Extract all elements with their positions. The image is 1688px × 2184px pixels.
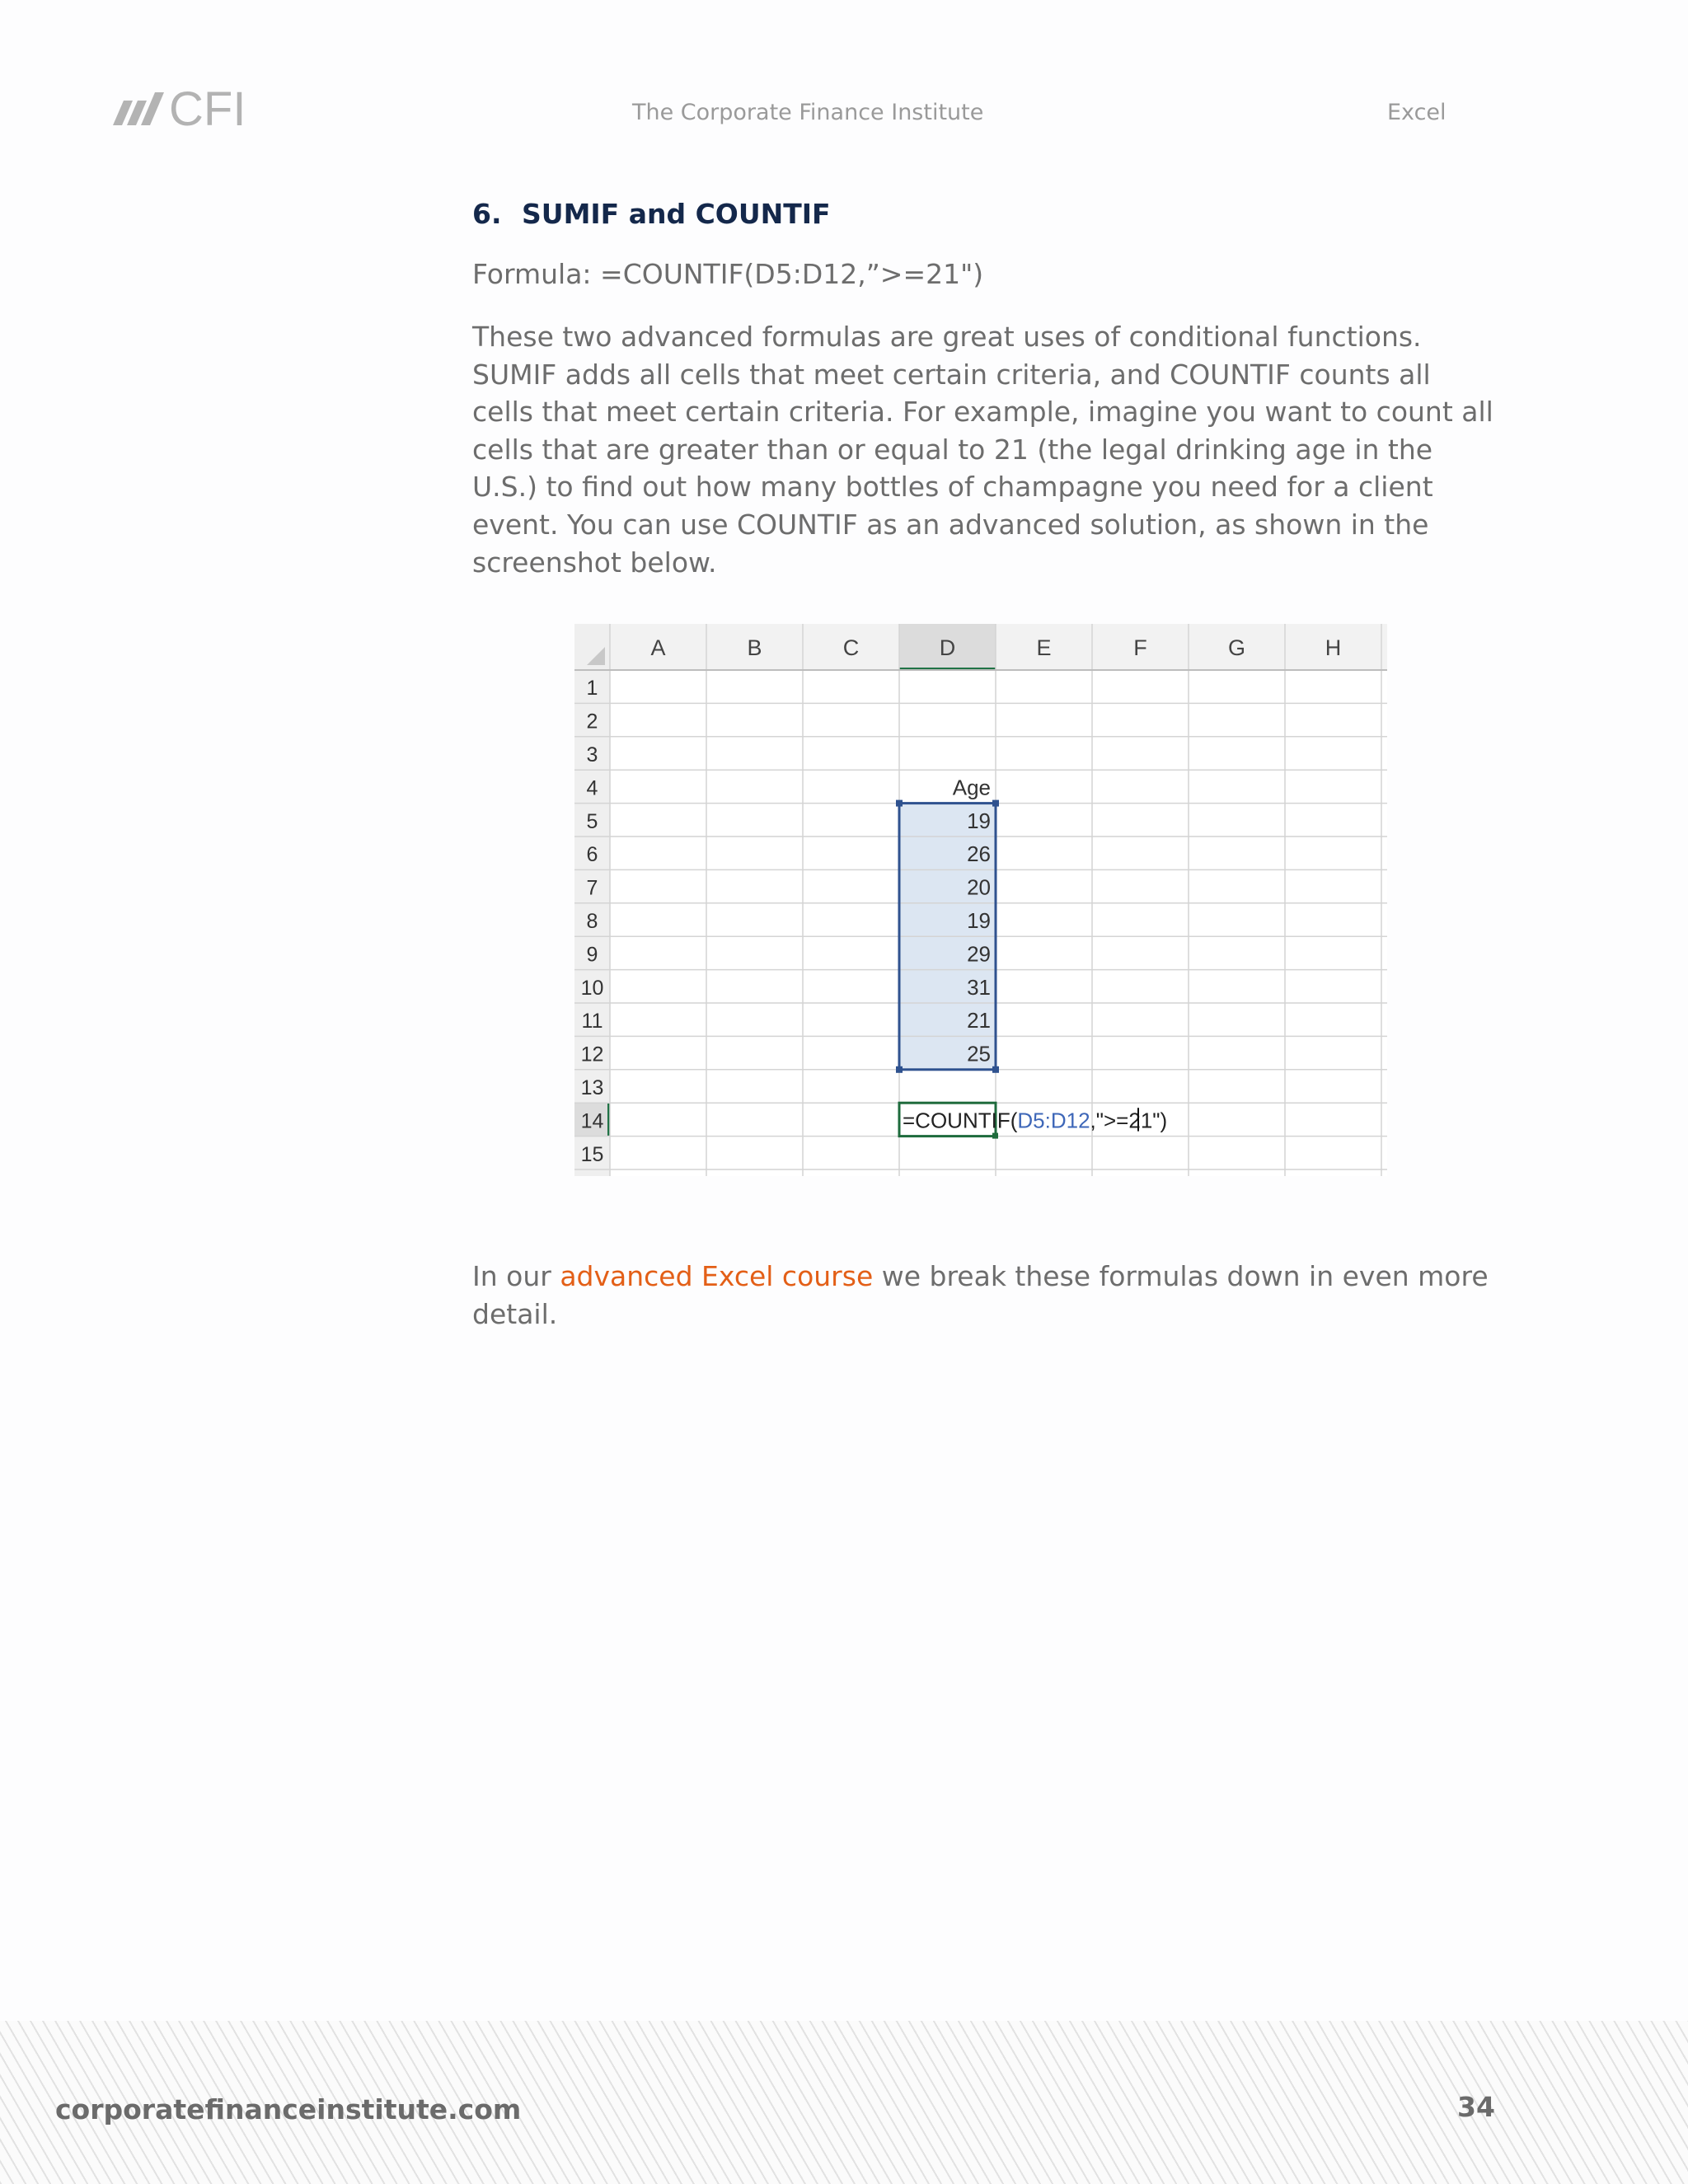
row-header: 11: [581, 1010, 603, 1033]
age-cell: 20: [967, 874, 991, 900]
range-handle: [992, 1066, 999, 1073]
age-cell: 26: [967, 841, 991, 867]
age-cell: 19: [967, 808, 991, 833]
column-header: D: [939, 635, 956, 660]
age-cell: 25: [967, 1041, 991, 1066]
row-header: 15: [580, 1142, 604, 1166]
logo-wordmark: CFI: [169, 82, 246, 134]
row-header: 2: [586, 710, 598, 733]
page-number: 34: [1457, 2091, 1495, 2123]
course-paragraph: [472, 1258, 1494, 1333]
row-header: 8: [586, 910, 598, 933]
main-content: [472, 198, 1494, 581]
section-number: 6.: [472, 198, 502, 230]
column-header: E: [1036, 635, 1052, 660]
row-header: 7: [586, 876, 598, 900]
row-header: 12: [580, 1043, 604, 1066]
age-cell: 29: [967, 941, 991, 967]
range-handle: [896, 1066, 903, 1073]
spreadsheet-grid: [574, 624, 1387, 1176]
section-title: SUMIF and COUNTIF: [522, 198, 831, 230]
footer-website[interactable]: corporatefinanceinstitute.com: [55, 2093, 522, 2125]
section-paragraph: These two advanced formulas are great uses of conditional functions. SUMIF adds all cells that meet certain criteria, and COUNTIF counts all cells that meet certain criteria. For example, imagine you want to count all cells that are greater than or equal to 21 (the legal drinking age in the U.S.) to find out how many bottles of champagne you need for a client event. You can use COUNTIF as an advanced solution, as shown in the screenshot below.: [472, 321, 1493, 579]
row-header: 10: [580, 976, 604, 1000]
column-header: H: [1325, 635, 1342, 660]
column-header: C: [842, 635, 860, 660]
column-header: B: [747, 635, 762, 660]
row-header: 6: [586, 843, 598, 867]
formula-cell-text: [903, 1108, 1167, 1132]
row-header: 13: [580, 1076, 604, 1099]
header-org-name: The Corporate Finance Institute: [632, 100, 984, 125]
age-cell: 31: [967, 974, 991, 1000]
course-text-start: In our: [472, 1260, 560, 1292]
course-text-end: we break these formulas down in even more detail.: [472, 1260, 1489, 1330]
age-cell: 19: [967, 908, 991, 933]
section-heading: [472, 198, 1494, 230]
column-header: A: [650, 635, 666, 660]
range-handle: [992, 800, 999, 807]
row-header: 5: [586, 809, 598, 833]
column-header: F: [1133, 635, 1147, 660]
formula-criteria: ,">=21"): [1090, 1108, 1168, 1133]
formula-line: Formula: =COUNTIF(D5:D12,”>=21"): [472, 258, 984, 290]
age-cell: 21: [967, 1008, 991, 1033]
spreadsheet-screenshot: [574, 624, 1387, 1176]
page-footer: [0, 2021, 1688, 2184]
age-header-cell: Age: [952, 775, 991, 800]
fill-handle: [992, 1133, 998, 1139]
column-header: G: [1227, 635, 1246, 660]
formula-function: =COUNTIF(: [903, 1108, 1018, 1133]
range-handle: [896, 800, 903, 807]
row-header: 1: [586, 677, 598, 701]
row-header: 9: [586, 943, 598, 967]
cfi-logo: [111, 82, 260, 134]
header-section-name: Excel: [1387, 100, 1447, 125]
row-header: 4: [586, 776, 598, 800]
formula-range: D5:D12: [1017, 1108, 1090, 1133]
advanced-excel-course-link[interactable]: advanced Excel course: [560, 1260, 874, 1292]
row-header: 3: [586, 743, 598, 766]
row-header: 14: [580, 1109, 604, 1133]
